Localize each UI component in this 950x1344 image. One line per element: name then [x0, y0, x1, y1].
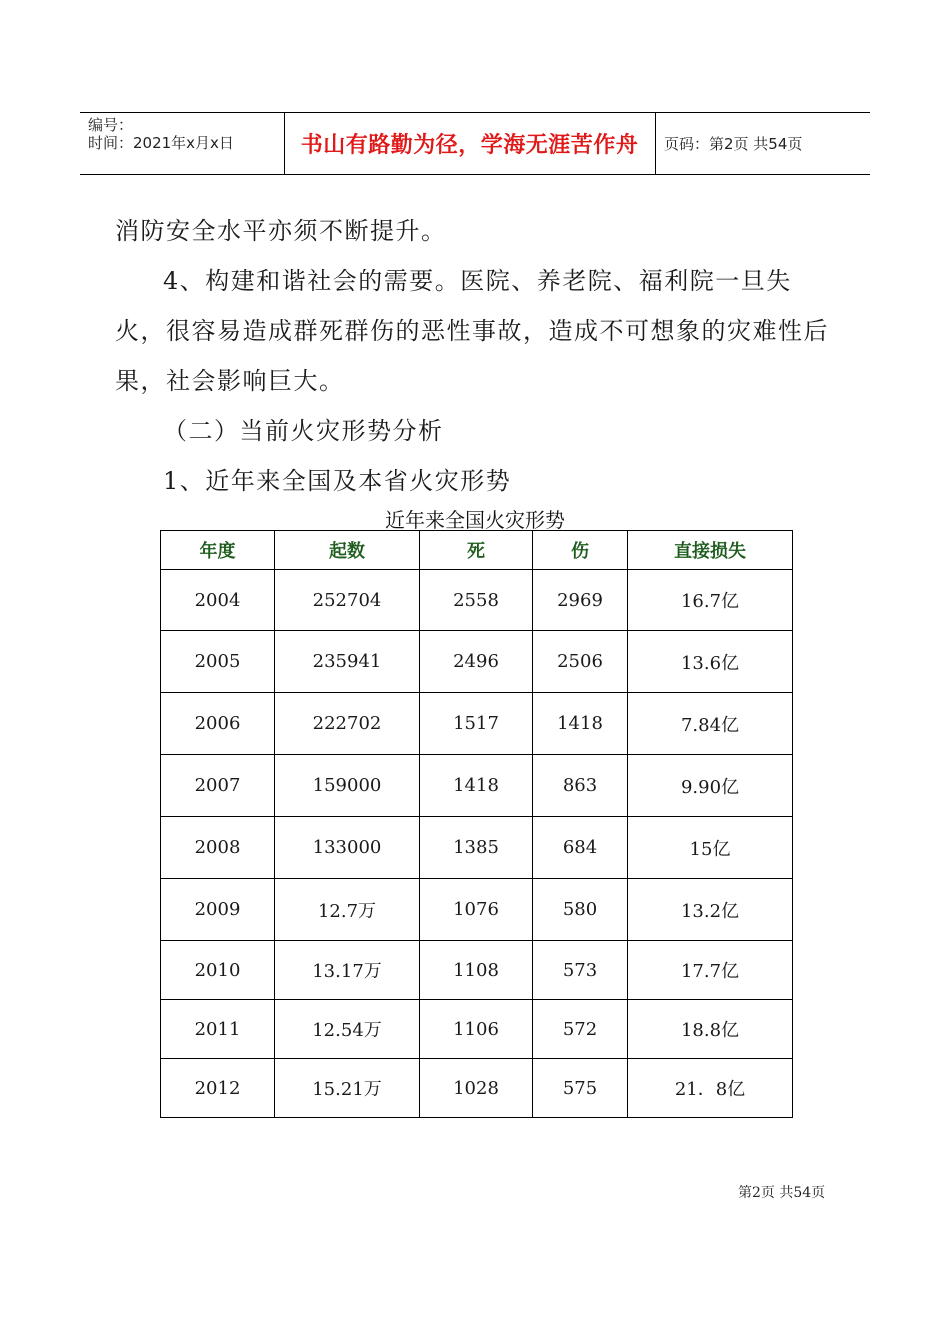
header-page-number: 页码：第2页 共54页 — [664, 135, 803, 153]
column-header-injuries: 伤 — [533, 531, 628, 570]
table-cell: 15.21万 — [275, 1059, 420, 1118]
fire-statistics-table — [160, 530, 793, 1118]
table-cell: 13.6亿 — [628, 631, 793, 693]
document-number-label: 编号： — [88, 116, 134, 134]
column-header-loss: 直接损失 — [628, 531, 793, 570]
table-row — [161, 941, 793, 1000]
table-cell: 1108 — [420, 941, 533, 1000]
table-cell: 2012 — [161, 1059, 275, 1118]
column-header-count: 起数 — [275, 531, 420, 570]
table-cell: 9.90亿 — [628, 755, 793, 817]
column-header-year: 年度 — [161, 531, 275, 570]
table-cell: 2007 — [161, 755, 275, 817]
table-cell: 2005 — [161, 631, 275, 693]
table-cell: 18.8亿 — [628, 1000, 793, 1059]
header-meta — [88, 116, 234, 152]
table-cell: 235941 — [275, 631, 420, 693]
table-cell: 2006 — [161, 693, 275, 755]
table-cell: 7.84亿 — [628, 693, 793, 755]
table-cell: 2009 — [161, 879, 275, 941]
section-heading: （二）当前火灾形势分析 — [163, 417, 444, 445]
header-motto: 书山有路勤为径，学海无涯苦作舟 — [300, 133, 639, 158]
table-row — [161, 817, 793, 879]
table-cell: 573 — [533, 941, 628, 1000]
header-divider — [655, 112, 656, 174]
table-header-row — [161, 531, 793, 570]
table-cell: 684 — [533, 817, 628, 879]
table-cell: 2496 — [420, 631, 533, 693]
table-cell: 1106 — [420, 1000, 533, 1059]
paragraph: 4、构建和谐社会的需要。医院、养老院、福利院一旦失火，很容易造成群死群伤的恶性事故，造成不可想象的灾难性后果，社会影响巨大。 — [115, 267, 829, 395]
table-cell: 13.17万 — [275, 941, 420, 1000]
table-cell: 2008 — [161, 817, 275, 879]
table-cell: 17.7亿 — [628, 941, 793, 1000]
paragraph: 消防安全水平亦须不断提升。 — [115, 217, 447, 245]
table-cell: 1418 — [420, 755, 533, 817]
table-cell: 13.2亿 — [628, 879, 793, 941]
table-cell: 16.7亿 — [628, 570, 793, 631]
subsection-heading: 1、近年来全国及本省火灾形势 — [163, 467, 512, 495]
footer-page-number: 第2页 共54页 — [738, 1185, 826, 1201]
table-row — [161, 1059, 793, 1118]
table-cell: 572 — [533, 1000, 628, 1059]
table-cell: 575 — [533, 1059, 628, 1118]
table-cell: 580 — [533, 879, 628, 941]
document-date: 时间：2021年x月x日 — [88, 134, 234, 152]
table-cell: 2506 — [533, 631, 628, 693]
table-cell: 1418 — [533, 693, 628, 755]
table-title: 近年来全国火灾形势 — [385, 508, 565, 532]
table-cell: 252704 — [275, 570, 420, 631]
table-cell: 863 — [533, 755, 628, 817]
header-bottom-rule — [80, 174, 870, 175]
table-cell: 12.7万 — [275, 879, 420, 941]
table-cell: 2004 — [161, 570, 275, 631]
table-row — [161, 755, 793, 817]
table-row — [161, 1000, 793, 1059]
header-top-rule — [80, 112, 870, 113]
table-cell: 15亿 — [628, 817, 793, 879]
table-cell: 21．8亿 — [628, 1059, 793, 1118]
column-header-deaths: 死 — [420, 531, 533, 570]
table-cell: 1028 — [420, 1059, 533, 1118]
table-row — [161, 631, 793, 693]
table-row — [161, 879, 793, 941]
table-cell: 133000 — [275, 817, 420, 879]
table-cell: 2010 — [161, 941, 275, 1000]
table-cell: 1385 — [420, 817, 533, 879]
table-cell: 2558 — [420, 570, 533, 631]
table-cell: 222702 — [275, 693, 420, 755]
table-cell: 2969 — [533, 570, 628, 631]
table-cell: 1076 — [420, 879, 533, 941]
table-cell: 12.54万 — [275, 1000, 420, 1059]
table-cell: 1517 — [420, 693, 533, 755]
table-cell: 159000 — [275, 755, 420, 817]
table-cell: 2011 — [161, 1000, 275, 1059]
table-row — [161, 570, 793, 631]
table-row — [161, 693, 793, 755]
